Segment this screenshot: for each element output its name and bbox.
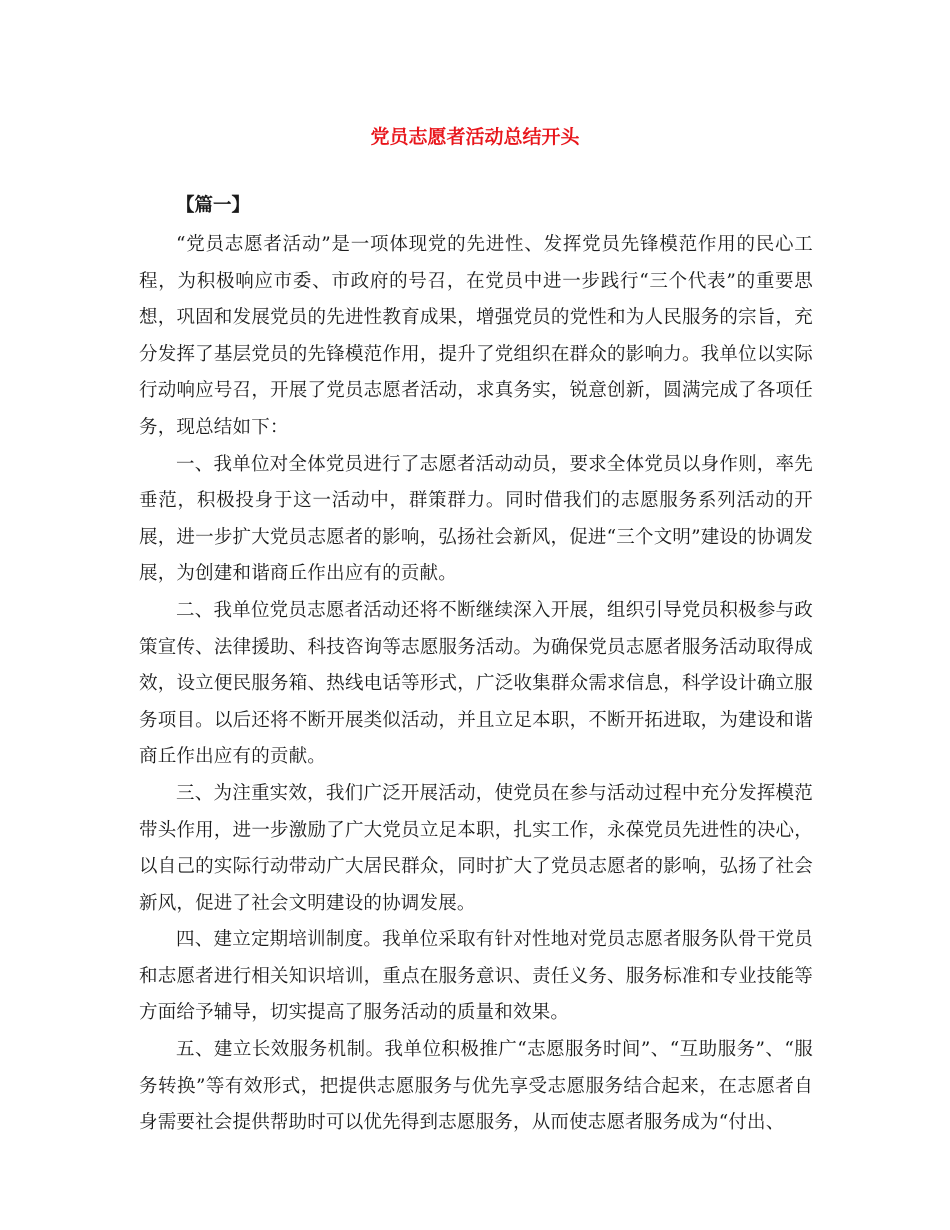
paragraph-item-1: 一、我单位对全体党员进行了志愿者活动动员，要求全体党员以身作则，率先垂范，积极投身于这一活动中，群策群力。同时借我们的志愿服务系列活动的开展，进一步扩大党员志愿者的影响，弘扬社会新风，促进“三个文明”建设的协调发展，为创建和谐商丘作出应有的贡献。 <box>139 453 813 585</box>
paragraph-intro: “党员志愿者活动”是一项体现党的先进性、发挥党员先锋模范作用的民心工程，为积极响应市委、市政府的号召，在党员中进一步践行“三个代表”的重要思想，巩固和发展党员的先进性教育成果，增强党员的党性和为人民服务的宗旨，充分发挥了基层党员的先锋模范作用，提升了党组织在群众的影响力。我单位以实际行动响应号召，开展了党员志愿者活动，求真务实，锐意创新，圆满完成了各项任务，现总结如下： <box>139 234 813 438</box>
document-title: 党员志愿者活动总结开头 <box>370 126 580 148</box>
paragraph-item-4: 四、建立定期培训制度。我单位采取有针对性地对党员志愿者服务队骨干党员和志愿者进行相关知识培训，重点在服务意识、责任义务、服务标准和专业技能等方面给予辅导，切实提高了服务活动的质量和效果。 <box>139 929 813 1024</box>
paragraph-item-3: 三、为注重实效，我们广泛开展活动，使党员在参与活动过程中充分发挥模范带头作用，进一步激励了广大党员立足本职，扎实工作，永葆党员先进性的决心，以自己的实际行动带动广大居民群众，同时扩大了党员志愿者的影响，弘扬了社会新风，促进了社会文明建设的协调发展。 <box>139 782 813 914</box>
paragraph-item-2: 二、我单位党员志愿者活动还将不断继续深入开展，组织引导党员积极参与政策宣传、法律援助、科技咨询等志愿服务活动。为确保党员志愿者服务活动取得成效，设立便民服务箱、热线电话等形式，广泛收集群众需求信息，科学设计确立服务项目。以后还将不断开展类似活动，并且立足本职，不断开拓进取，为建设和谐商丘作出应有的贡献。 <box>139 599 813 768</box>
document-body <box>139 227 813 1142</box>
paragraph-item-5: 五、建立长效服务机制。我单位积极推广“志愿服务时间”、“互助服务”、“服务转换”等有效形式，把提供志愿服务与优先享受志愿服务结合起来，在志愿者自身需要社会提供帮助时可以优先得到志愿服务，从而使志愿者服务成为“付出、 <box>139 1039 813 1134</box>
section-label: 【篇一】 <box>176 195 251 216</box>
